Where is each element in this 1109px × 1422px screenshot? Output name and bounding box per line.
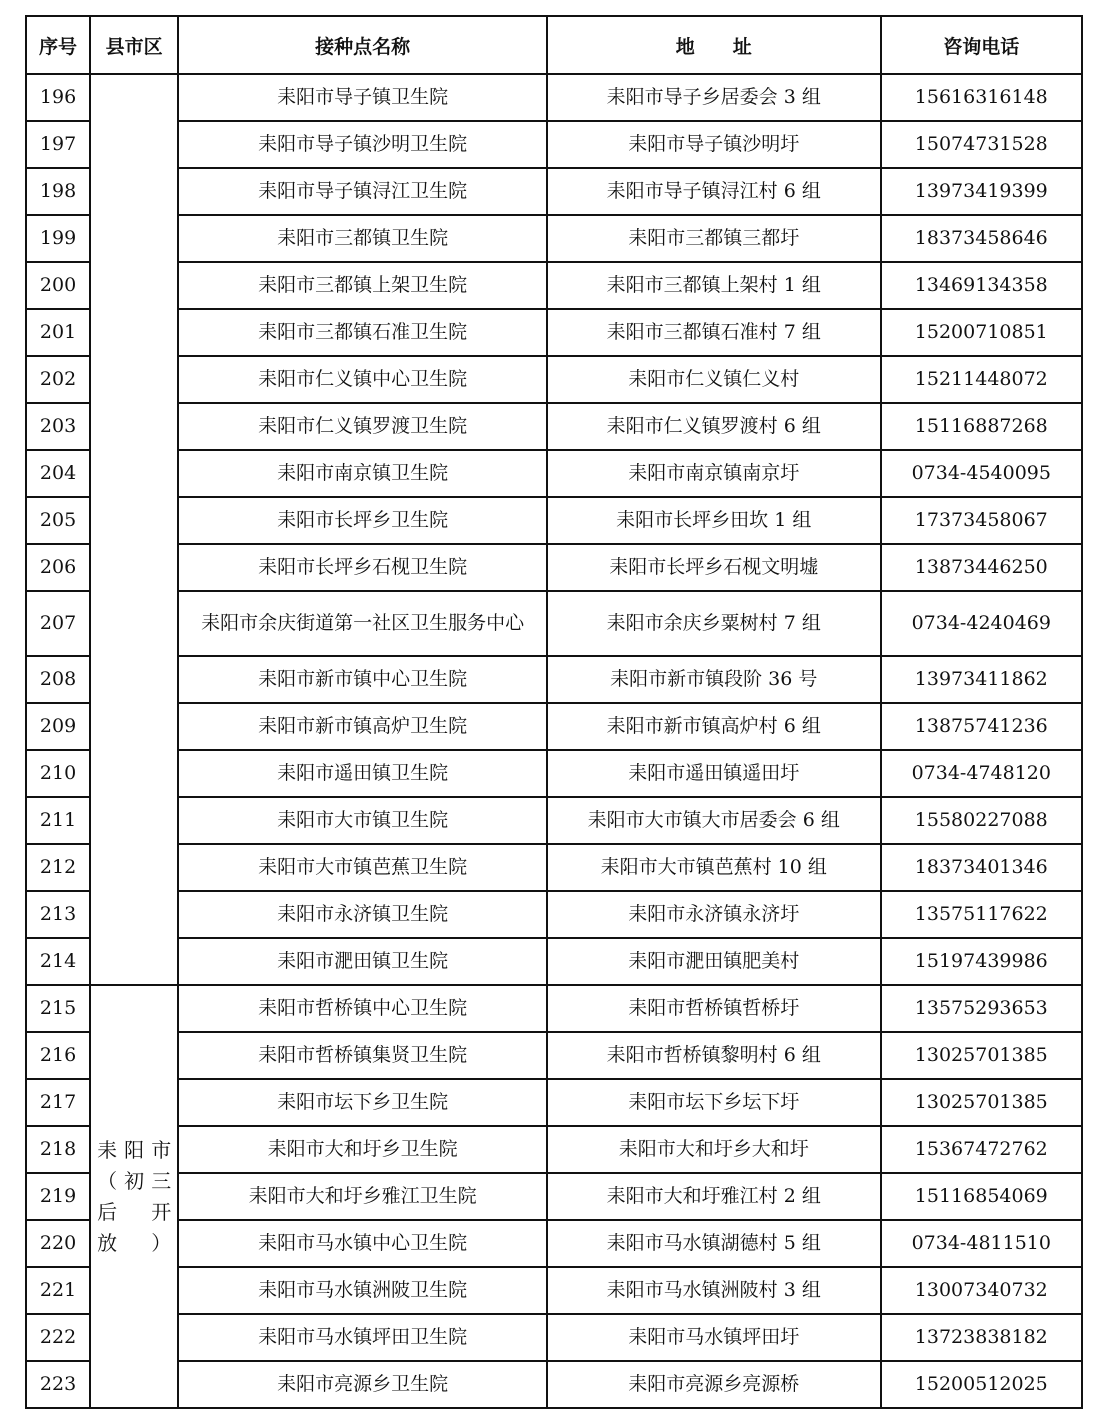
phone-cell: 15616316148 bbox=[881, 74, 1082, 121]
phone-cell: 15200512025 bbox=[881, 1361, 1082, 1408]
phone-cell: 17373458067 bbox=[881, 497, 1082, 544]
table-header-row bbox=[26, 16, 1082, 74]
phone-cell: 18373401346 bbox=[881, 844, 1082, 891]
table-row bbox=[26, 403, 1082, 450]
seq-cell: 200 bbox=[26, 262, 90, 309]
phone-cell: 13007340732 bbox=[881, 1267, 1082, 1314]
address-cell: 耒阳市哲桥镇哲桥圩 bbox=[547, 985, 881, 1032]
seq-cell: 219 bbox=[26, 1173, 90, 1220]
address-cell: 耒阳市大和圩乡大和圩 bbox=[547, 1126, 881, 1173]
phone-cell: 13469134358 bbox=[881, 262, 1082, 309]
phone-cell: 15367472762 bbox=[881, 1126, 1082, 1173]
table-row bbox=[26, 797, 1082, 844]
site-name-cell: 耒阳市哲桥镇中心卫生院 bbox=[178, 985, 547, 1032]
header-seq: 序号 bbox=[26, 16, 90, 74]
table-row bbox=[26, 1220, 1082, 1267]
table-row bbox=[26, 1079, 1082, 1126]
phone-cell: 13025701385 bbox=[881, 1079, 1082, 1126]
site-name-cell: 耒阳市马水镇中心卫生院 bbox=[178, 1220, 547, 1267]
seq-cell: 220 bbox=[26, 1220, 90, 1267]
table-row bbox=[26, 1173, 1082, 1220]
vaccination-sites-table bbox=[25, 15, 1083, 1409]
table-row bbox=[26, 215, 1082, 262]
table-row bbox=[26, 497, 1082, 544]
phone-cell: 0734-4240469 bbox=[881, 591, 1082, 656]
site-name-cell: 耒阳市永济镇卫生院 bbox=[178, 891, 547, 938]
table-row bbox=[26, 168, 1082, 215]
phone-cell: 15074731528 bbox=[881, 121, 1082, 168]
seq-cell: 216 bbox=[26, 1032, 90, 1079]
county-label-line: 后 开 bbox=[97, 1199, 172, 1224]
table-row bbox=[26, 1361, 1082, 1408]
address-cell: 耒阳市新市镇高炉村 6 组 bbox=[547, 703, 881, 750]
table-row bbox=[26, 1032, 1082, 1079]
site-name-cell: 耒阳市大市镇卫生院 bbox=[178, 797, 547, 844]
seq-cell: 207 bbox=[26, 591, 90, 656]
phone-cell: 13875741236 bbox=[881, 703, 1082, 750]
site-name-cell: 耒阳市大和圩乡卫生院 bbox=[178, 1126, 547, 1173]
address-cell: 耒阳市大和圩雅江村 2 组 bbox=[547, 1173, 881, 1220]
seq-cell: 223 bbox=[26, 1361, 90, 1408]
phone-cell: 0734-4540095 bbox=[881, 450, 1082, 497]
county-label-line: 耒阳市 bbox=[97, 1137, 172, 1162]
address-cell: 耒阳市长坪乡石枧文明墟 bbox=[547, 544, 881, 591]
seq-cell: 215 bbox=[26, 985, 90, 1032]
site-name-cell: 耒阳市仁义镇罗渡卫生院 bbox=[178, 403, 547, 450]
site-name-cell: 耒阳市马水镇坪田卫生院 bbox=[178, 1314, 547, 1361]
table-row bbox=[26, 1267, 1082, 1314]
site-name-cell: 耒阳市大市镇芭蕉卫生院 bbox=[178, 844, 547, 891]
table-row bbox=[26, 1126, 1082, 1173]
address-cell: 耒阳市遥田镇遥田圩 bbox=[547, 750, 881, 797]
address-cell: 耒阳市仁义镇罗渡村 6 组 bbox=[547, 403, 881, 450]
header-site-name: 接种点名称 bbox=[178, 16, 547, 74]
seq-cell: 199 bbox=[26, 215, 90, 262]
seq-cell: 202 bbox=[26, 356, 90, 403]
seq-cell: 221 bbox=[26, 1267, 90, 1314]
seq-cell: 208 bbox=[26, 656, 90, 703]
site-name-cell: 耒阳市坛下乡卫生院 bbox=[178, 1079, 547, 1126]
site-name-cell: 耒阳市南京镇卫生院 bbox=[178, 450, 547, 497]
address-cell: 耒阳市仁义镇仁义村 bbox=[547, 356, 881, 403]
address-cell: 耒阳市余庆乡粟树村 7 组 bbox=[547, 591, 881, 656]
phone-cell: 15197439986 bbox=[881, 938, 1082, 985]
table-row bbox=[26, 121, 1082, 168]
site-name-cell: 耒阳市余庆街道第一社区卫生服务中心 bbox=[178, 591, 547, 656]
header-address: 地 址 bbox=[547, 16, 881, 74]
table-row bbox=[26, 74, 1082, 121]
site-name-cell: 耒阳市三都镇卫生院 bbox=[178, 215, 547, 262]
seq-cell: 211 bbox=[26, 797, 90, 844]
address-cell: 耒阳市马水镇湖德村 5 组 bbox=[547, 1220, 881, 1267]
address-cell: 耒阳市导子乡居委会 3 组 bbox=[547, 74, 881, 121]
table-row bbox=[26, 262, 1082, 309]
seq-cell: 218 bbox=[26, 1126, 90, 1173]
table-row bbox=[26, 844, 1082, 891]
seq-cell: 214 bbox=[26, 938, 90, 985]
address-cell: 耒阳市三都镇石准村 7 组 bbox=[547, 309, 881, 356]
phone-cell: 13973419399 bbox=[881, 168, 1082, 215]
site-name-cell: 耒阳市大和圩乡雅江卫生院 bbox=[178, 1173, 547, 1220]
site-name-cell: 耒阳市新市镇中心卫生院 bbox=[178, 656, 547, 703]
site-name-cell: 耒阳市导子镇卫生院 bbox=[178, 74, 547, 121]
address-cell: 耒阳市淝田镇肥美村 bbox=[547, 938, 881, 985]
site-name-cell: 耒阳市导子镇浔江卫生院 bbox=[178, 168, 547, 215]
seq-cell: 222 bbox=[26, 1314, 90, 1361]
address-cell: 耒阳市马水镇洲陂村 3 组 bbox=[547, 1267, 881, 1314]
address-cell: 耒阳市大市镇大市居委会 6 组 bbox=[547, 797, 881, 844]
site-name-cell: 耒阳市三都镇上架卫生院 bbox=[178, 262, 547, 309]
table-row bbox=[26, 1314, 1082, 1361]
seq-cell: 197 bbox=[26, 121, 90, 168]
phone-cell: 13873446250 bbox=[881, 544, 1082, 591]
address-cell: 耒阳市亮源乡亮源桥 bbox=[547, 1361, 881, 1408]
site-name-cell: 耒阳市新市镇高炉卫生院 bbox=[178, 703, 547, 750]
table-row bbox=[26, 703, 1082, 750]
address-cell: 耒阳市三都镇三都圩 bbox=[547, 215, 881, 262]
seq-cell: 203 bbox=[26, 403, 90, 450]
table-row bbox=[26, 891, 1082, 938]
table-row bbox=[26, 591, 1082, 656]
county-cell-1 bbox=[90, 74, 178, 985]
phone-cell: 15580227088 bbox=[881, 797, 1082, 844]
site-name-cell: 耒阳市马水镇洲陂卫生院 bbox=[178, 1267, 547, 1314]
site-name-cell: 耒阳市遥田镇卫生院 bbox=[178, 750, 547, 797]
address-cell: 耒阳市马水镇坪田圩 bbox=[547, 1314, 881, 1361]
table-row bbox=[26, 450, 1082, 497]
county-label-line: （初三 bbox=[97, 1168, 172, 1193]
seq-cell: 204 bbox=[26, 450, 90, 497]
phone-cell: 13025701385 bbox=[881, 1032, 1082, 1079]
site-name-cell: 耒阳市仁义镇中心卫生院 bbox=[178, 356, 547, 403]
phone-cell: 18373458646 bbox=[881, 215, 1082, 262]
seq-cell: 205 bbox=[26, 497, 90, 544]
phone-cell: 13973411862 bbox=[881, 656, 1082, 703]
seq-cell: 213 bbox=[26, 891, 90, 938]
address-cell: 耒阳市导子镇浔江村 6 组 bbox=[547, 168, 881, 215]
phone-cell: 15200710851 bbox=[881, 309, 1082, 356]
phone-cell: 13723838182 bbox=[881, 1314, 1082, 1361]
seq-cell: 212 bbox=[26, 844, 90, 891]
phone-cell: 13575293653 bbox=[881, 985, 1082, 1032]
table-row bbox=[26, 544, 1082, 591]
table-body bbox=[26, 74, 1082, 1408]
phone-cell: 0734-4748120 bbox=[881, 750, 1082, 797]
table-row bbox=[26, 750, 1082, 797]
seq-cell: 217 bbox=[26, 1079, 90, 1126]
seq-cell: 198 bbox=[26, 168, 90, 215]
seq-cell: 196 bbox=[26, 74, 90, 121]
phone-cell: 15211448072 bbox=[881, 356, 1082, 403]
phone-cell: 15116887268 bbox=[881, 403, 1082, 450]
table-row bbox=[26, 985, 1082, 1032]
address-cell: 耒阳市导子镇沙明圩 bbox=[547, 121, 881, 168]
address-cell: 耒阳市哲桥镇黎明村 6 组 bbox=[547, 1032, 881, 1079]
seq-cell: 210 bbox=[26, 750, 90, 797]
table-row bbox=[26, 309, 1082, 356]
site-name-cell: 耒阳市三都镇石准卫生院 bbox=[178, 309, 547, 356]
table-row bbox=[26, 656, 1082, 703]
address-cell: 耒阳市南京镇南京圩 bbox=[547, 450, 881, 497]
site-name-cell: 耒阳市长坪乡石枧卫生院 bbox=[178, 544, 547, 591]
address-cell: 耒阳市大市镇芭蕉村 10 组 bbox=[547, 844, 881, 891]
seq-cell: 201 bbox=[26, 309, 90, 356]
site-name-cell: 耒阳市长坪乡卫生院 bbox=[178, 497, 547, 544]
site-name-cell: 耒阳市哲桥镇集贤卫生院 bbox=[178, 1032, 547, 1079]
address-cell: 耒阳市永济镇永济圩 bbox=[547, 891, 881, 938]
header-county: 县市区 bbox=[90, 16, 178, 74]
address-cell: 耒阳市长坪乡田坎 1 组 bbox=[547, 497, 881, 544]
county-label-line: 放） bbox=[97, 1230, 172, 1255]
county-cell-2 bbox=[90, 985, 178, 1408]
address-cell: 耒阳市三都镇上架村 1 组 bbox=[547, 262, 881, 309]
header-phone: 咨询电话 bbox=[881, 16, 1082, 74]
seq-cell: 206 bbox=[26, 544, 90, 591]
site-name-cell: 耒阳市亮源乡卫生院 bbox=[178, 1361, 547, 1408]
phone-cell: 13575117622 bbox=[881, 891, 1082, 938]
phone-cell: 0734-4811510 bbox=[881, 1220, 1082, 1267]
address-cell: 耒阳市坛下乡坛下圩 bbox=[547, 1079, 881, 1126]
site-name-cell: 耒阳市淝田镇卫生院 bbox=[178, 938, 547, 985]
table-row bbox=[26, 938, 1082, 985]
site-name-cell: 耒阳市导子镇沙明卫生院 bbox=[178, 121, 547, 168]
address-cell: 耒阳市新市镇段阶 36 号 bbox=[547, 656, 881, 703]
table-row bbox=[26, 356, 1082, 403]
seq-cell: 209 bbox=[26, 703, 90, 750]
phone-cell: 15116854069 bbox=[881, 1173, 1082, 1220]
